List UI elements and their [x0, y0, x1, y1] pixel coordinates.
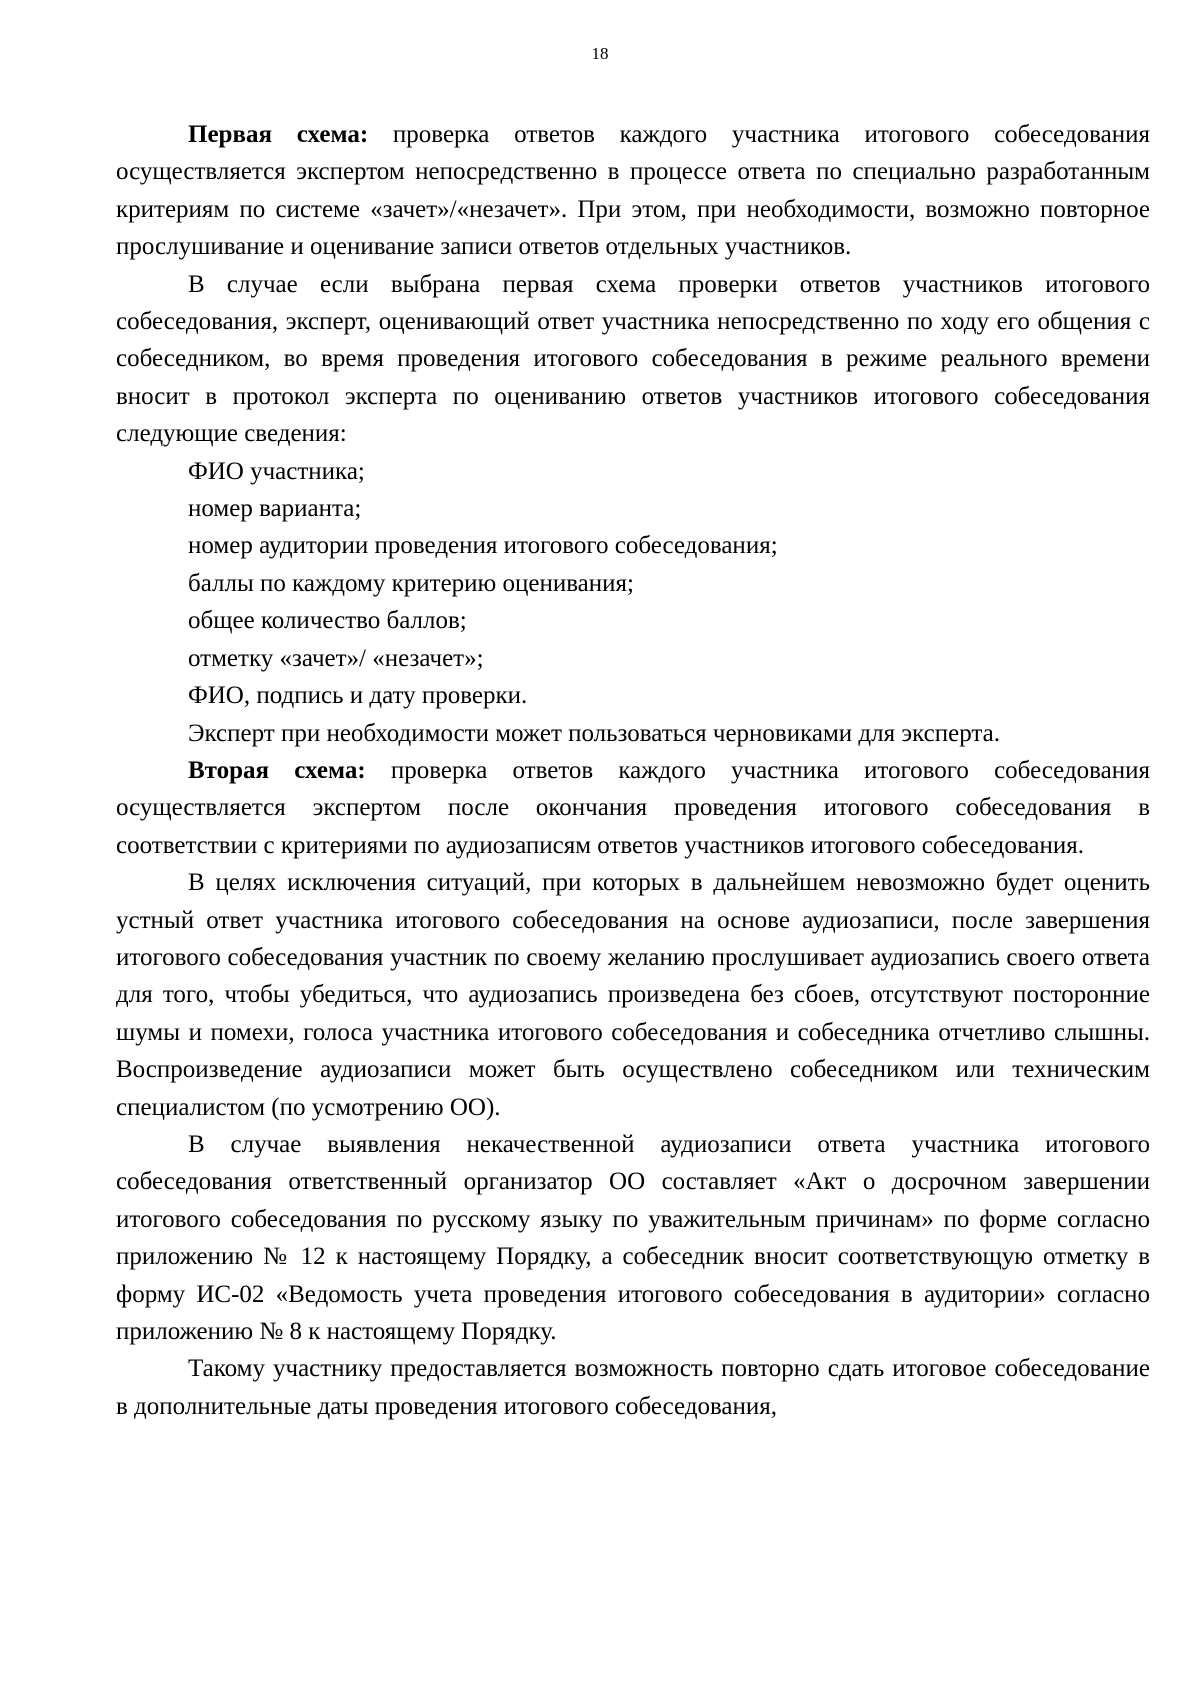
first-scheme-lead: Первая схема: [188, 121, 369, 148]
protocol-item: ФИО участника; [188, 457, 365, 485]
first-scheme-paragraph [116, 116, 1150, 266]
protocol-item: номер аудитории проведения итогового собеседования; [188, 532, 778, 560]
document-body [116, 116, 1150, 1425]
first-scheme-text: проверка ответов каждого участника итогового собеседования осуществляется экспертом непосредственно в процессе ответа по специально разработанным критериям по системе «зачет»/«незачет». При этом, при необходимости, возможно повторное прослушивание и оценивание записи ответов отдельных участников. [116, 121, 1150, 261]
protocol-item: ФИО, подпись и дату проверки. [188, 682, 528, 710]
protocol-item: отметку «зачет»/ «незачет»; [188, 644, 484, 672]
page-number: 18 [591, 44, 609, 63]
first-scheme-details-paragraph: В случае если выбрана первая схема проверки ответов участников итогового собеседования, эксперт, оценивающий ответ участника непосредственно по ходу его общения с собеседником, во время проведения итогового собеседования в режиме реального времени вносит в протокол эксперта по оцениванию ответов участников итогового собеседования следующие сведения: [116, 270, 1150, 448]
second-scheme-lead: Вторая схема: [188, 756, 366, 784]
second-scheme-paragraph [116, 752, 1150, 864]
poor-audio-paragraph: В случае выявления некачественной аудиозаписи ответа участника итогового собеседования ответственный организатор ОО составляет «Акт о досрочном завершении итогового собеседования по русскому языку по уважительным причинам» по форме согласно приложению № 12 к настоящему Порядку, а собеседник вносит соответствующую отметку в форму ИС-02 «Ведомость учета проведения итогового собеседования в аудитории» согласно приложению № 8 к настоящему Порядку. [116, 1130, 1150, 1345]
second-scheme-text: проверка ответов каждого участника итогового собеседования осуществляется экспертом после окончания проведения итогового собеседования в соответствии с критериями по аудиозаписям ответов участников итогового собеседования. [116, 756, 1150, 859]
audio-check-paragraph: В целях исключения ситуаций, при которых в дальнейшем невозможно будет оценить устный ответ участника итогового собеседования на основе аудиозаписи, после завершения итогового собеседования участник по своему желанию прослушивает аудиозапись своего ответа для того, чтобы убедиться, что аудиозапись произведена без сбоев, отсутствуют посторонние шумы и помехи, голоса участника итогового собеседования и собеседника отчетливо слышны. Воспроизведение аудиозаписи может быть осуществлено собеседником или техническим специалистом (по усмотрению ОО). [116, 869, 1150, 1121]
protocol-item: номер варианта; [188, 495, 362, 523]
retake-paragraph: Такому участнику предоставляется возможность повторно сдать итоговое собеседование в дополнительные даты проведения итогового собеседования, [116, 1355, 1150, 1420]
drafts-note-paragraph: Эксперт при необходимости может пользоваться черновиками для эксперта. [188, 719, 1000, 747]
protocol-item: общее количество баллов; [188, 607, 467, 635]
protocol-item: баллы по каждому критерию оценивания; [188, 569, 634, 597]
